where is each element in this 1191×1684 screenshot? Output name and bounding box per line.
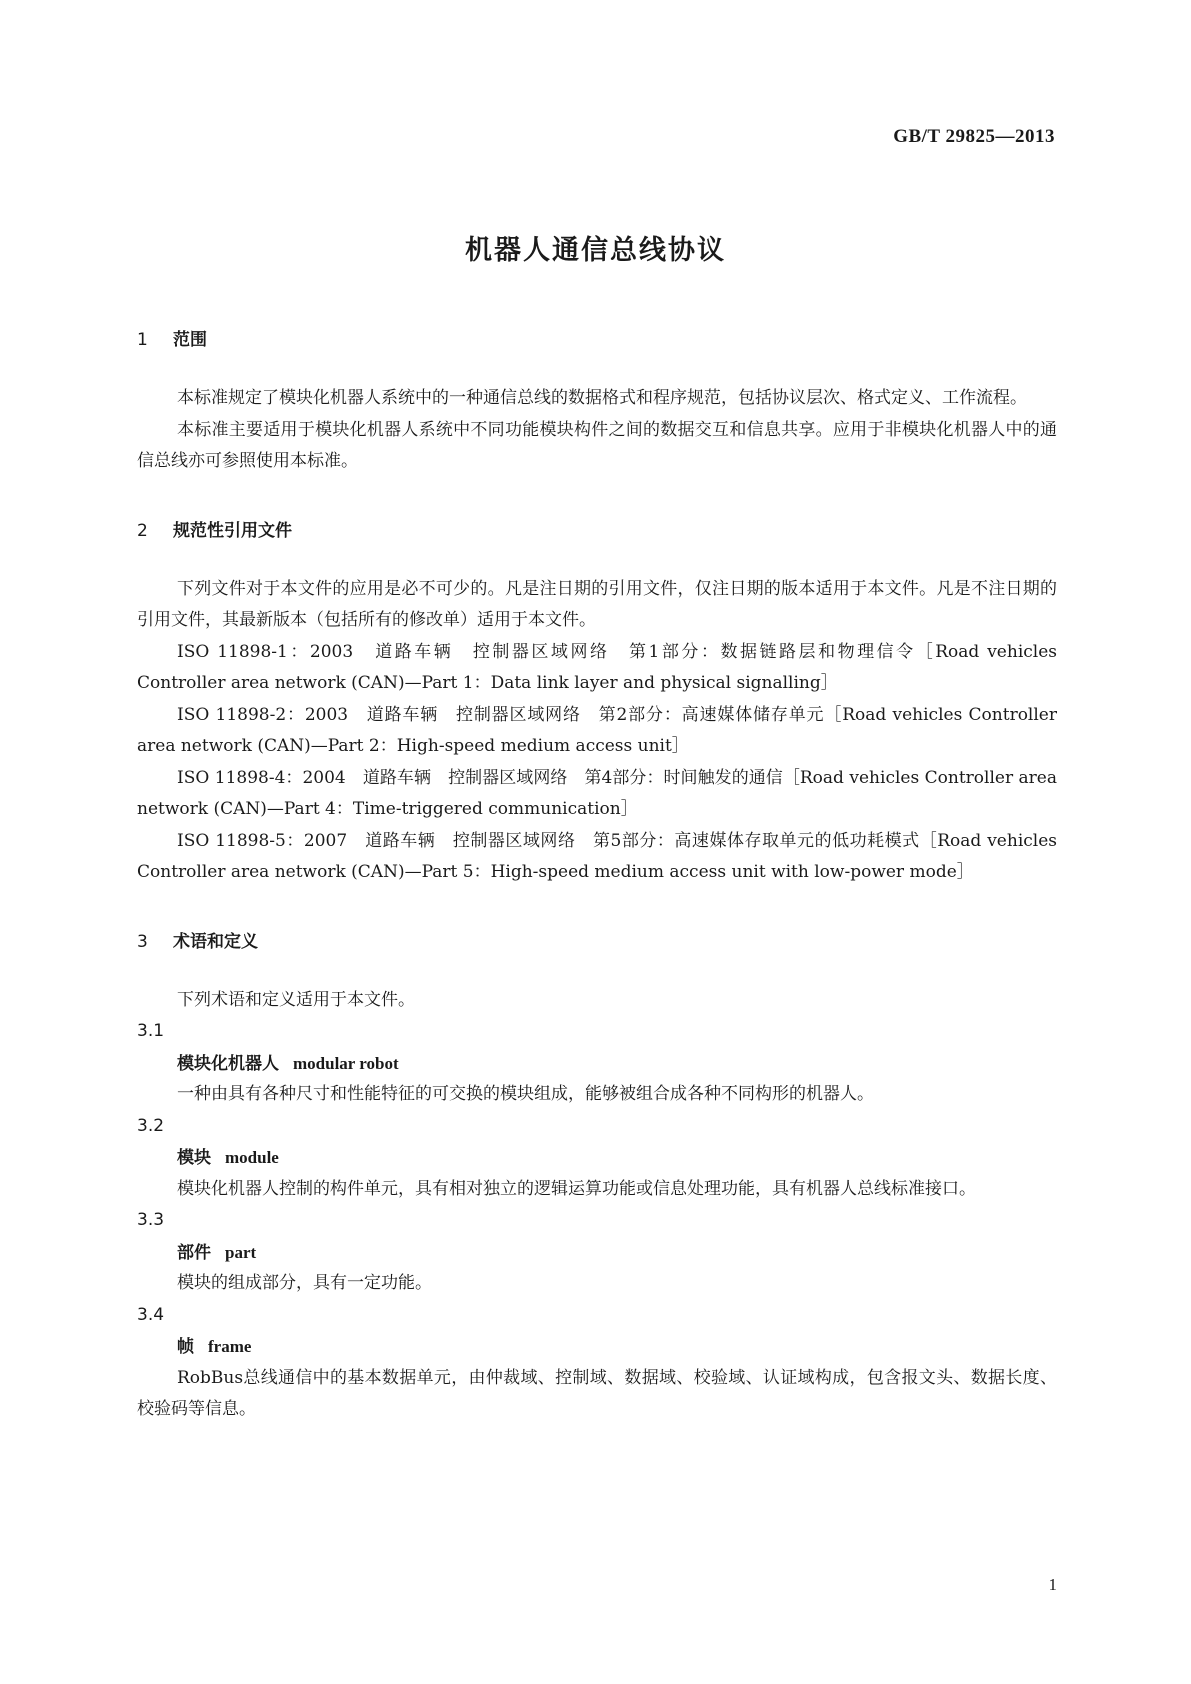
term-definition: RobBus总线通信中的基本数据单元，由仲裁域、控制域、数据域、校验域、认证域构成，包含报文头、数据长度、校验码等信息。 xyxy=(137,1367,1057,1419)
section-2-title: 规范性引用文件 xyxy=(173,520,292,541)
section-2-paragraph-intro: 下列文件对于本文件的应用是必不可少的。凡是注日期的引用文件，仅注日期的版本适用于本文件。凡是不注日期的引用文件，其最新版本（包括所有的修改单）适用于本文件。 xyxy=(137,578,1057,630)
section-3-number: 3 xyxy=(137,931,148,952)
section-3-intro: 下列术语和定义适用于本文件。 xyxy=(177,989,415,1010)
spacer xyxy=(137,544,1057,574)
reference-iso-11898-1: ISO 11898-1：2003 道路车辆 控制器区域网络 第1部分：数据链路层和物理信令［Road vehicles Controller area network (CAN)—Part 1：Data link layer and physical signalling］ xyxy=(137,641,1057,693)
term-en: modular robot xyxy=(293,1053,399,1073)
term-number: 3.4 xyxy=(137,1304,165,1325)
section-3-title: 术语和定义 xyxy=(173,931,258,952)
section-1-paragraph-1: 本标准规定了模块化机器人系统中的一种通信总线的数据格式和程序规范，包括协议层次、格式定义、工作流程。 xyxy=(177,388,1027,408)
term-number: 3.3 xyxy=(137,1210,165,1230)
reference-iso-11898-5: ISO 11898-5：2007 道路车辆 控制器区域网络 第5部分：高速媒体存取单元的低功耗模式［Road vehicles Controller area network (CAN)—Part 5：High-speed medium access unit with low-power mode］ xyxy=(137,830,1057,882)
term-zh: 帧 xyxy=(177,1337,194,1357)
term-en: frame xyxy=(208,1337,252,1356)
term-heading xyxy=(137,1331,1057,1363)
spacer xyxy=(137,955,1057,985)
term-en: module xyxy=(225,1148,279,1167)
term-definition: 模块的组成部分，具有一定功能。 xyxy=(177,1273,432,1293)
term-number: 3.1 xyxy=(137,1021,165,1041)
standard-number: GB/T 29825—2013 xyxy=(893,126,1055,147)
term-definition: 模块化机器人控制的构件单元，具有相对独立的逻辑运算功能或信息处理功能，具有机器人总线标准接口。 xyxy=(177,1178,976,1199)
spacer xyxy=(137,353,1057,383)
reference-iso-11898-2: ISO 11898-2：2003 道路车辆 控制器区域网络 第2部分：高速媒体储存单元［Road vehicles Controller area network (CAN)—Part 2：High-speed medium access unit］ xyxy=(137,704,1057,756)
document-title: 机器人通信总线协议 xyxy=(465,235,726,266)
term-zh: 部件 xyxy=(177,1242,211,1263)
term-definition: 一种由具有各种尺寸和性能特征的可交换的模块组成，能够被组合成各种不同构形的机器人。 xyxy=(177,1084,874,1104)
section-1-paragraph-2: 本标准主要适用于模块化机器人系统中不同功能模块构件之间的数据交互和信息共享。应用于非模块化机器人中的通信总线亦可参照使用本标准。 xyxy=(137,419,1057,471)
term-number: 3.2 xyxy=(137,1115,165,1136)
term-zh: 模块 xyxy=(177,1148,211,1168)
document-body xyxy=(137,327,1057,1426)
section-2-heading xyxy=(137,518,1057,544)
term-heading xyxy=(137,1237,1057,1269)
section-1-heading xyxy=(137,327,1057,353)
term-zh: 模块化机器人 xyxy=(177,1053,279,1074)
page-number: 1 xyxy=(1048,1575,1057,1594)
term-heading xyxy=(137,1142,1057,1174)
section-1-number: 1 xyxy=(137,330,148,350)
section-1-title: 范围 xyxy=(173,330,207,350)
term-heading xyxy=(137,1048,1057,1080)
section-2-number: 2 xyxy=(137,520,148,541)
reference-iso-11898-4: ISO 11898-4：2004 道路车辆 控制器区域网络 第4部分：时间触发的通信［Road vehicles Controller area network (CAN)—Part 4：Time-triggered communication］ xyxy=(137,767,1057,819)
term-en: part xyxy=(225,1242,257,1262)
section-3-heading xyxy=(137,929,1057,955)
spacer xyxy=(137,889,1057,929)
spacer xyxy=(137,478,1057,518)
